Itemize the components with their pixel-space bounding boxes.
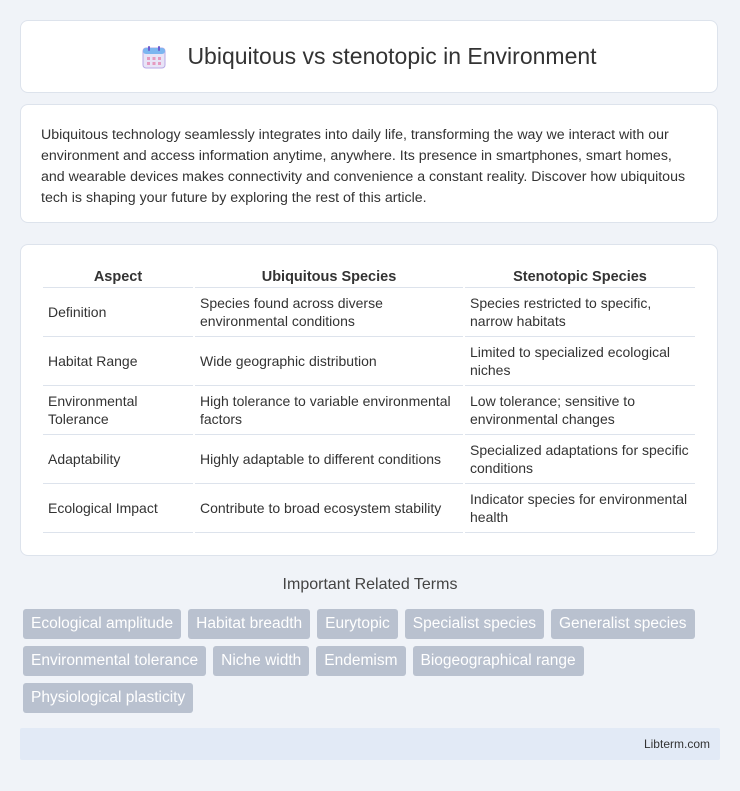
term-tag[interactable]: Specialist species (405, 609, 544, 639)
table-cell: Indicator species for environmental health (465, 484, 695, 533)
term-tag[interactable]: Biogeographical range (413, 646, 584, 676)
table-row (43, 337, 695, 386)
table-cell: Highly adaptable to different conditions (195, 435, 463, 484)
table-cell: Ecological Impact (43, 484, 193, 533)
intro-text: Ubiquitous technology seamlessly integrates into daily life, transforming the way we interact with our environment and access information anytime, anywhere. Its presence in smartphones, smart homes, and wearable devices makes connectivity and convenience a constant reality. Discover how ubiquitous tech is shaping your future by exploring the rest of this article. (41, 127, 686, 206)
table-cell: Wide geographic distribution (195, 337, 463, 386)
table-cell: Definition (43, 288, 193, 337)
table-header-row (43, 263, 695, 288)
comparison-card (20, 244, 718, 556)
term-tag[interactable]: Endemism (316, 646, 405, 676)
title-card (20, 20, 718, 93)
column-header: Stenotopic Species (465, 263, 695, 288)
table-cell: Species found across diverse environmental conditions (195, 288, 463, 337)
term-tag[interactable]: Eurytopic (317, 609, 398, 639)
comparison-table (41, 263, 697, 533)
term-tag[interactable]: Environmental tolerance (23, 646, 206, 676)
term-tag[interactable]: Physiological plasticity (23, 683, 193, 713)
table-cell: Limited to specialized ecological niches (465, 337, 695, 386)
table-cell: Low tolerance; sensitive to environmental changes (465, 386, 695, 435)
calendar-icon (141, 44, 167, 70)
table-cell: High tolerance to variable environmental factors (195, 386, 463, 435)
footer (20, 728, 720, 760)
table-row (43, 484, 695, 533)
term-tag[interactable]: Generalist species (551, 609, 695, 639)
related-terms-title: Important Related Terms (282, 576, 458, 593)
term-tag[interactable]: Ecological amplitude (23, 609, 181, 639)
table-cell: Adaptability (43, 435, 193, 484)
table-row (43, 288, 695, 337)
term-tag[interactable]: Niche width (213, 646, 309, 676)
table-cell: Specialized adaptations for specific conditions (465, 435, 695, 484)
term-tag[interactable]: Habitat breadth (188, 609, 310, 639)
column-header: Ubiquitous Species (195, 263, 463, 288)
intro-card (20, 104, 718, 223)
table-cell: Habitat Range (43, 337, 193, 386)
page-title: Ubiquitous vs stenotopic in Environment (187, 43, 597, 69)
footer-site-link[interactable]: Libterm.com (643, 737, 710, 751)
table-cell: Environmental Tolerance (43, 386, 193, 435)
table-row (43, 435, 695, 484)
related-terms-list (23, 609, 723, 713)
column-header: Aspect (43, 263, 193, 288)
table-row (43, 386, 695, 435)
table-cell: Species restricted to specific, narrow habitats (465, 288, 695, 337)
table-cell: Contribute to broad ecosystem stability (195, 484, 463, 533)
